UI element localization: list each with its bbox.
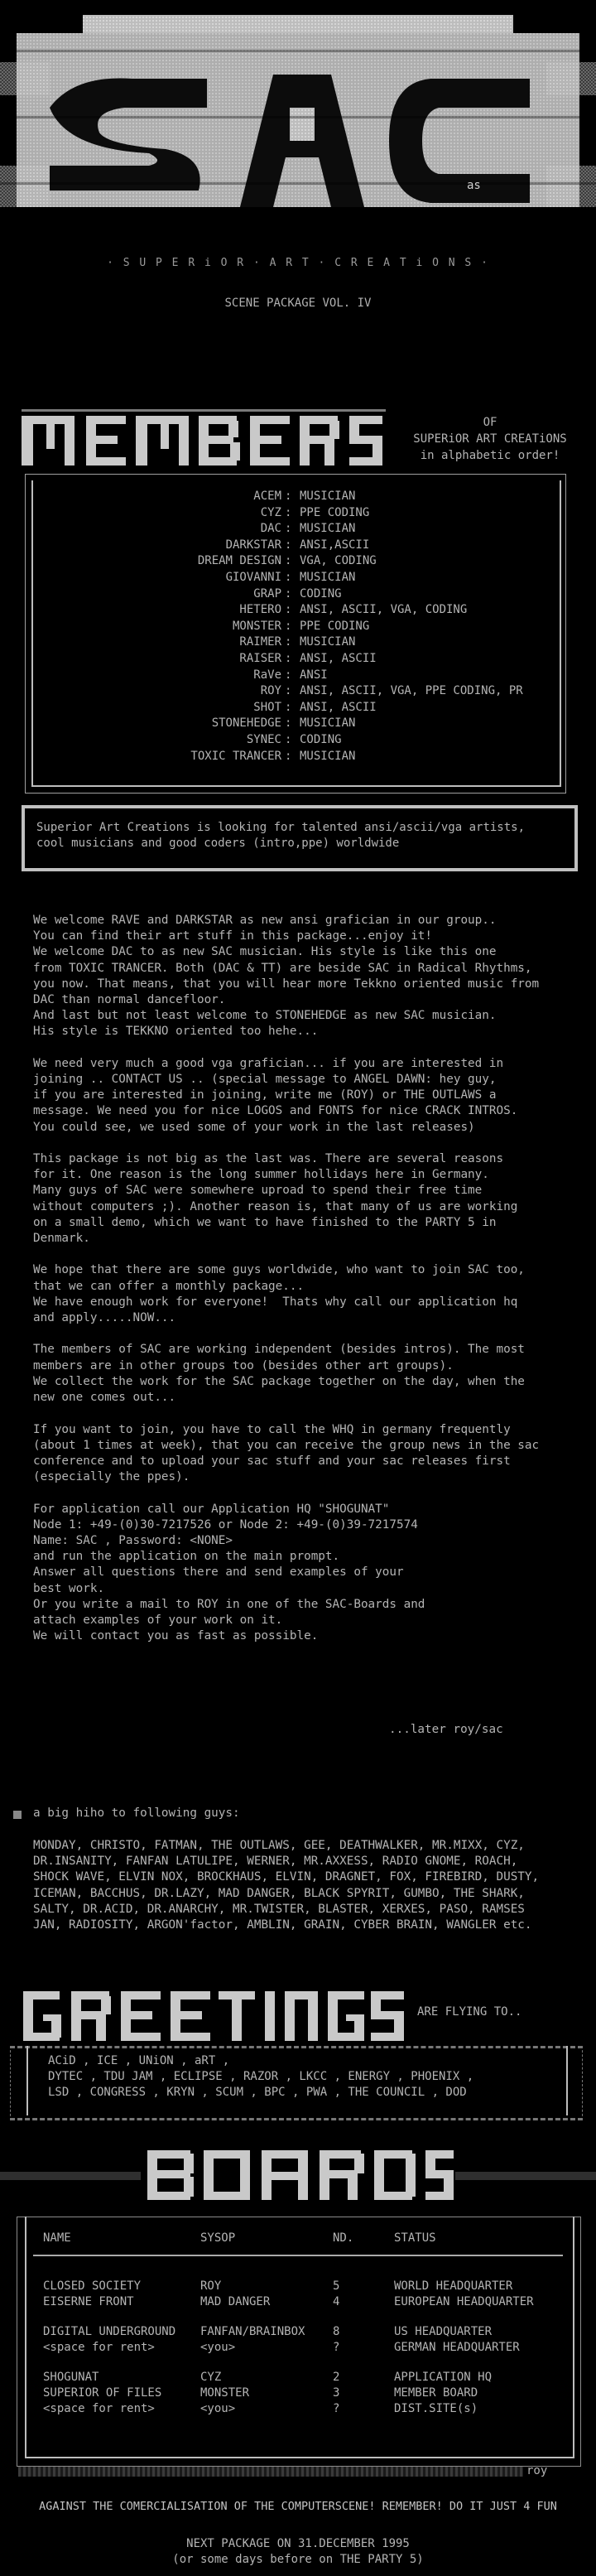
member-separator: : bbox=[285, 554, 292, 568]
member-separator: : bbox=[285, 490, 292, 503]
member-role: ANSI, ASCII, VGA, CODING bbox=[300, 603, 468, 617]
member-name: CYZ bbox=[260, 505, 281, 519]
board-node: 3 bbox=[333, 2386, 340, 2400]
member-name: ROY bbox=[260, 684, 281, 698]
member-role: VGA, CODING bbox=[300, 554, 377, 568]
member-row bbox=[50, 668, 563, 683]
board-name: CLOSED SOCIETY bbox=[43, 2279, 142, 2293]
member-name: RAIMER bbox=[239, 635, 281, 649]
board-sysop: <you> bbox=[200, 2341, 236, 2354]
member-name: SHOT bbox=[253, 700, 281, 714]
member-name: GRAP bbox=[253, 586, 281, 601]
member-role: MUSICIAN bbox=[300, 749, 356, 763]
member-row bbox=[50, 586, 563, 602]
member-separator: : bbox=[285, 733, 292, 746]
boards-heading bbox=[141, 2145, 455, 2208]
member-row bbox=[50, 732, 563, 748]
member-name: ACEM bbox=[253, 490, 281, 503]
member-separator: : bbox=[285, 505, 292, 519]
board-node: ? bbox=[333, 2341, 340, 2354]
greetings-heading-art bbox=[23, 1985, 404, 2041]
member-name: RAISER bbox=[239, 652, 281, 665]
member-row bbox=[50, 602, 563, 618]
boards-header-rule bbox=[33, 2255, 563, 2256]
board-sysop: <you> bbox=[200, 2402, 236, 2415]
board-name: DIGITAL UNDERGROUND bbox=[43, 2325, 176, 2338]
board-status: EUROPEAN HEADQUARTER bbox=[394, 2295, 534, 2308]
tagline: · S U P E R i O R · A R T · C R E A T i O N S · bbox=[107, 257, 489, 269]
members-sub-line-2: SUPERiOR ART CREATiONS bbox=[413, 432, 567, 446]
recruit-box bbox=[22, 805, 578, 871]
recruit-text: Superior Art Creations is looking for talented ansi/ascii/vga artists, cool musicians and good coders (intro,ppe) worldwide bbox=[36, 821, 526, 850]
board-name: SHOGUNAT bbox=[43, 2371, 99, 2384]
greet-names: MONDAY, CHRISTO, FATMAN, THE OUTLAWS, GEE, DEATHWALKER, MR.MIXX, CYZ, DR.INSANITY, FANFAN LATULIPE, WERNER, MR.AXXESS, RADIO GNOME, ROACH, SHOCK WAVE, ELVIN NOX, BROCKHAUS, ELVIN, DRAGNET, FOX, FIREBIRD, DUSTY, ICEMAN, BACCHUS, DR.LAZY, MAD DANGER, BLACK SPYRIT, GUMBO, THE SHARK, SALTY, DR.ACID, DR.ANARCHY, MR.TWISTER, BLASTER, XERXES, PASO, RAMSES JAN, RADIOSITY, ARGON'factor, AMBLIN, GRAIN, CYBER BRAIN, WANGLER etc. bbox=[33, 1839, 540, 1932]
board-status: DIST.SITE(s) bbox=[394, 2402, 478, 2415]
col-sysop-header: SYSOP bbox=[200, 2231, 236, 2245]
member-name: RaVe bbox=[253, 668, 281, 682]
member-row bbox=[50, 521, 563, 537]
board-node: 2 bbox=[333, 2371, 340, 2384]
boards-credit: roy bbox=[526, 2464, 548, 2477]
board-name: SUPERIOR OF FILES bbox=[43, 2386, 162, 2400]
member-row bbox=[50, 619, 563, 634]
member-row bbox=[50, 683, 563, 699]
board-node: 4 bbox=[333, 2295, 340, 2308]
member-role: MUSICIAN bbox=[300, 571, 356, 584]
member-role: PPE CODING bbox=[300, 505, 370, 519]
member-separator: : bbox=[285, 603, 292, 617]
boards-bottom-dither bbox=[18, 2467, 523, 2477]
sac-logo bbox=[0, 0, 596, 240]
board-name: <space for rent> bbox=[43, 2402, 155, 2415]
member-role: ANSI, ASCII, VGA, PPE CODING, PR bbox=[300, 684, 523, 698]
member-separator: : bbox=[285, 716, 292, 731]
footer-next-package: NEXT PACKAGE ON 31.DECEMBER 1995 bbox=[186, 2537, 410, 2550]
greetings-groups: ACiD , ICE , UNiON , aRT , DYTEC , TDU JAM , ECLIPSE , RAZOR , LKCC , ENERGY , PHOENIX , LSD , CONGRESS , KRYN , SCUM , BPC , PWA , THE COUNCIL , DOD bbox=[48, 2054, 474, 2099]
greetings-subheading: ARE FLYING TO.. bbox=[417, 2005, 522, 2019]
hiho-line: a big hiho to following guys: bbox=[33, 1807, 240, 1820]
member-role: MUSICIAN bbox=[300, 522, 356, 536]
logo-mark: as bbox=[467, 179, 481, 192]
board-sysop: ROY bbox=[200, 2279, 222, 2293]
board-status: GERMAN HEADQUARTER bbox=[394, 2341, 520, 2354]
board-name: EISERNE FRONT bbox=[43, 2295, 134, 2308]
board-sysop: MAD DANGER bbox=[200, 2295, 271, 2308]
member-role: ANSI, ASCII bbox=[300, 652, 377, 665]
member-role: MUSICIAN bbox=[300, 635, 356, 649]
footer-next-note: (or some days before on THE PARTY 5) bbox=[172, 2553, 424, 2566]
sac-logo-art bbox=[0, 0, 596, 240]
board-node: 5 bbox=[333, 2279, 340, 2293]
member-role: CODING bbox=[300, 586, 342, 601]
member-role: ANSI bbox=[300, 668, 328, 682]
bullet-marker bbox=[13, 1811, 22, 1819]
member-name: STONEHEDGE bbox=[211, 716, 281, 731]
member-name: TOXIC TRANCER bbox=[190, 749, 281, 763]
member-separator: : bbox=[285, 571, 292, 584]
member-row bbox=[50, 538, 563, 553]
member-role: MUSICIAN bbox=[300, 490, 356, 503]
members-sub-line-1: OF bbox=[483, 416, 497, 429]
boards-header-row bbox=[43, 2231, 436, 2246]
member-name: DREAM DESIGN bbox=[197, 554, 281, 568]
member-row bbox=[50, 716, 563, 731]
member-separator: : bbox=[285, 684, 292, 698]
member-role: ANSI, ASCII bbox=[300, 700, 377, 714]
footer-slogan: AGAINST THE COMERCIALISATION OF THE COMPUTERSCENE! REMEMBER! DO IT JUST 4 FUN bbox=[39, 2500, 557, 2513]
member-role: MUSICIAN bbox=[300, 716, 356, 731]
member-separator: : bbox=[285, 586, 292, 601]
member-separator: : bbox=[285, 522, 292, 536]
board-sysop: MONSTER bbox=[200, 2386, 250, 2400]
member-role: ANSI,ASCII bbox=[300, 538, 370, 552]
member-row bbox=[50, 749, 563, 765]
member-separator: : bbox=[285, 749, 292, 763]
board-status: MEMBER BOARD bbox=[394, 2386, 478, 2400]
member-row bbox=[50, 489, 563, 504]
board-node: ? bbox=[333, 2402, 340, 2415]
col-name-header: NAME bbox=[43, 2231, 71, 2245]
member-row bbox=[50, 570, 563, 586]
member-name: DARKSTAR bbox=[225, 538, 281, 552]
board-sysop: FANFAN/BRAINBOX bbox=[200, 2325, 305, 2338]
member-row bbox=[50, 634, 563, 650]
member-separator: : bbox=[285, 619, 292, 633]
board-status: US HEADQUARTER bbox=[394, 2325, 493, 2338]
member-separator: : bbox=[285, 652, 292, 665]
member-separator: : bbox=[285, 635, 292, 649]
col-node-header: ND. bbox=[333, 2231, 354, 2245]
member-name: MONSTER bbox=[232, 619, 281, 633]
body-text: We welcome RAVE and DARKSTAR as new ansi grafician in our group.. You can find their art stuff in this package...enjoy it! We welcome DAC to as new SAC musician. His style is like this one from TOXIC TRANCER. Both (DAC & TT) are beside SAC in Radical Rhythms, you now. That means, that you will hear more Tekkno oriented music from DAC than normal dancefloor. And last but not least welcome to STONEHEDGE as new SAC musician. His style is TEKKNO oriented too hehe... We need very much a good vga grafician... if you are interested in joining .. CONTACT US .. (special message to ANGEL DAWN: hey guy, if you are interested in joining, write me (ROY) or THE OUTLAWS a message. We need you for nice LOGOS and FONTS for nice CRACK INTROS. You could see, we used some of your work in the last releases) This package is not big as the last was. There are several reasons for it. One reason is the long summer hollidays here in Germany. Many guys of SAC were somewhere uproad to spend their free time without computers ;). Another reason is, that many of us are working on a small demo, which we want to have finished to the PARTY 5 in Denmark. We hope that there are some guys worldwide, who want to join SAC too, that we can offer a monthly package... We have enough work for everyone! Thats why call our application hq and apply.....NOW... The members of SAC are working independent (besides intros). The most members are in other groups too (besides other art groups). We collect the work for the SAC package together on the day, when the new one comes out... If you want to join, you have to call the WHQ in germany frequently (about 1 times at week), that you can receive the group news in the sac conference and to upload your sac stuff and your sac releases first (especially the ppes). For application call our Application HQ "SHOGUNAT" Node 1: +49-(0)30-7217526 or Node 2: +49-(0)39-7217574 Name: SAC , Password: <NONE> and run the application on the main prompt. Answer all questions there and send examples of your best work. Or you write a mail to ROY in one of the SAC-Boards and attach examples of your work on it. We will contact you as fast as possible. bbox=[33, 914, 540, 1643]
members-sub-line-3: in alphabetic order! bbox=[420, 449, 560, 462]
member-separator: : bbox=[285, 668, 292, 682]
member-row bbox=[50, 700, 563, 716]
board-status: APPLICATION HQ bbox=[394, 2371, 493, 2384]
board-sysop: CYZ bbox=[200, 2371, 222, 2384]
board-name: <space for rent> bbox=[43, 2341, 155, 2354]
board-node: 8 bbox=[333, 2325, 340, 2338]
signoff: ...later roy/sac bbox=[389, 1723, 503, 1736]
members-subheading bbox=[391, 414, 589, 464]
member-name: SYNEC bbox=[246, 733, 281, 746]
member-name: HETERO bbox=[239, 603, 281, 617]
col-status-header: STATUS bbox=[394, 2231, 436, 2245]
member-row bbox=[50, 553, 563, 569]
member-row bbox=[50, 505, 563, 521]
members-heading-art bbox=[22, 409, 386, 466]
greetings-heading bbox=[23, 1985, 404, 2044]
board-status: WORLD HEADQUARTER bbox=[394, 2279, 513, 2293]
member-separator: : bbox=[285, 700, 292, 714]
member-name: GIOVANNI bbox=[225, 571, 281, 584]
package-subtitle: SCENE PACKAGE VOL. IV bbox=[224, 297, 372, 310]
boards-heading-art bbox=[141, 2145, 455, 2205]
member-role: PPE CODING bbox=[300, 619, 370, 633]
member-name: DAC bbox=[260, 522, 281, 536]
members-heading bbox=[22, 409, 386, 469]
member-role: CODING bbox=[300, 733, 342, 746]
member-separator: : bbox=[285, 538, 292, 552]
member-row bbox=[50, 651, 563, 667]
